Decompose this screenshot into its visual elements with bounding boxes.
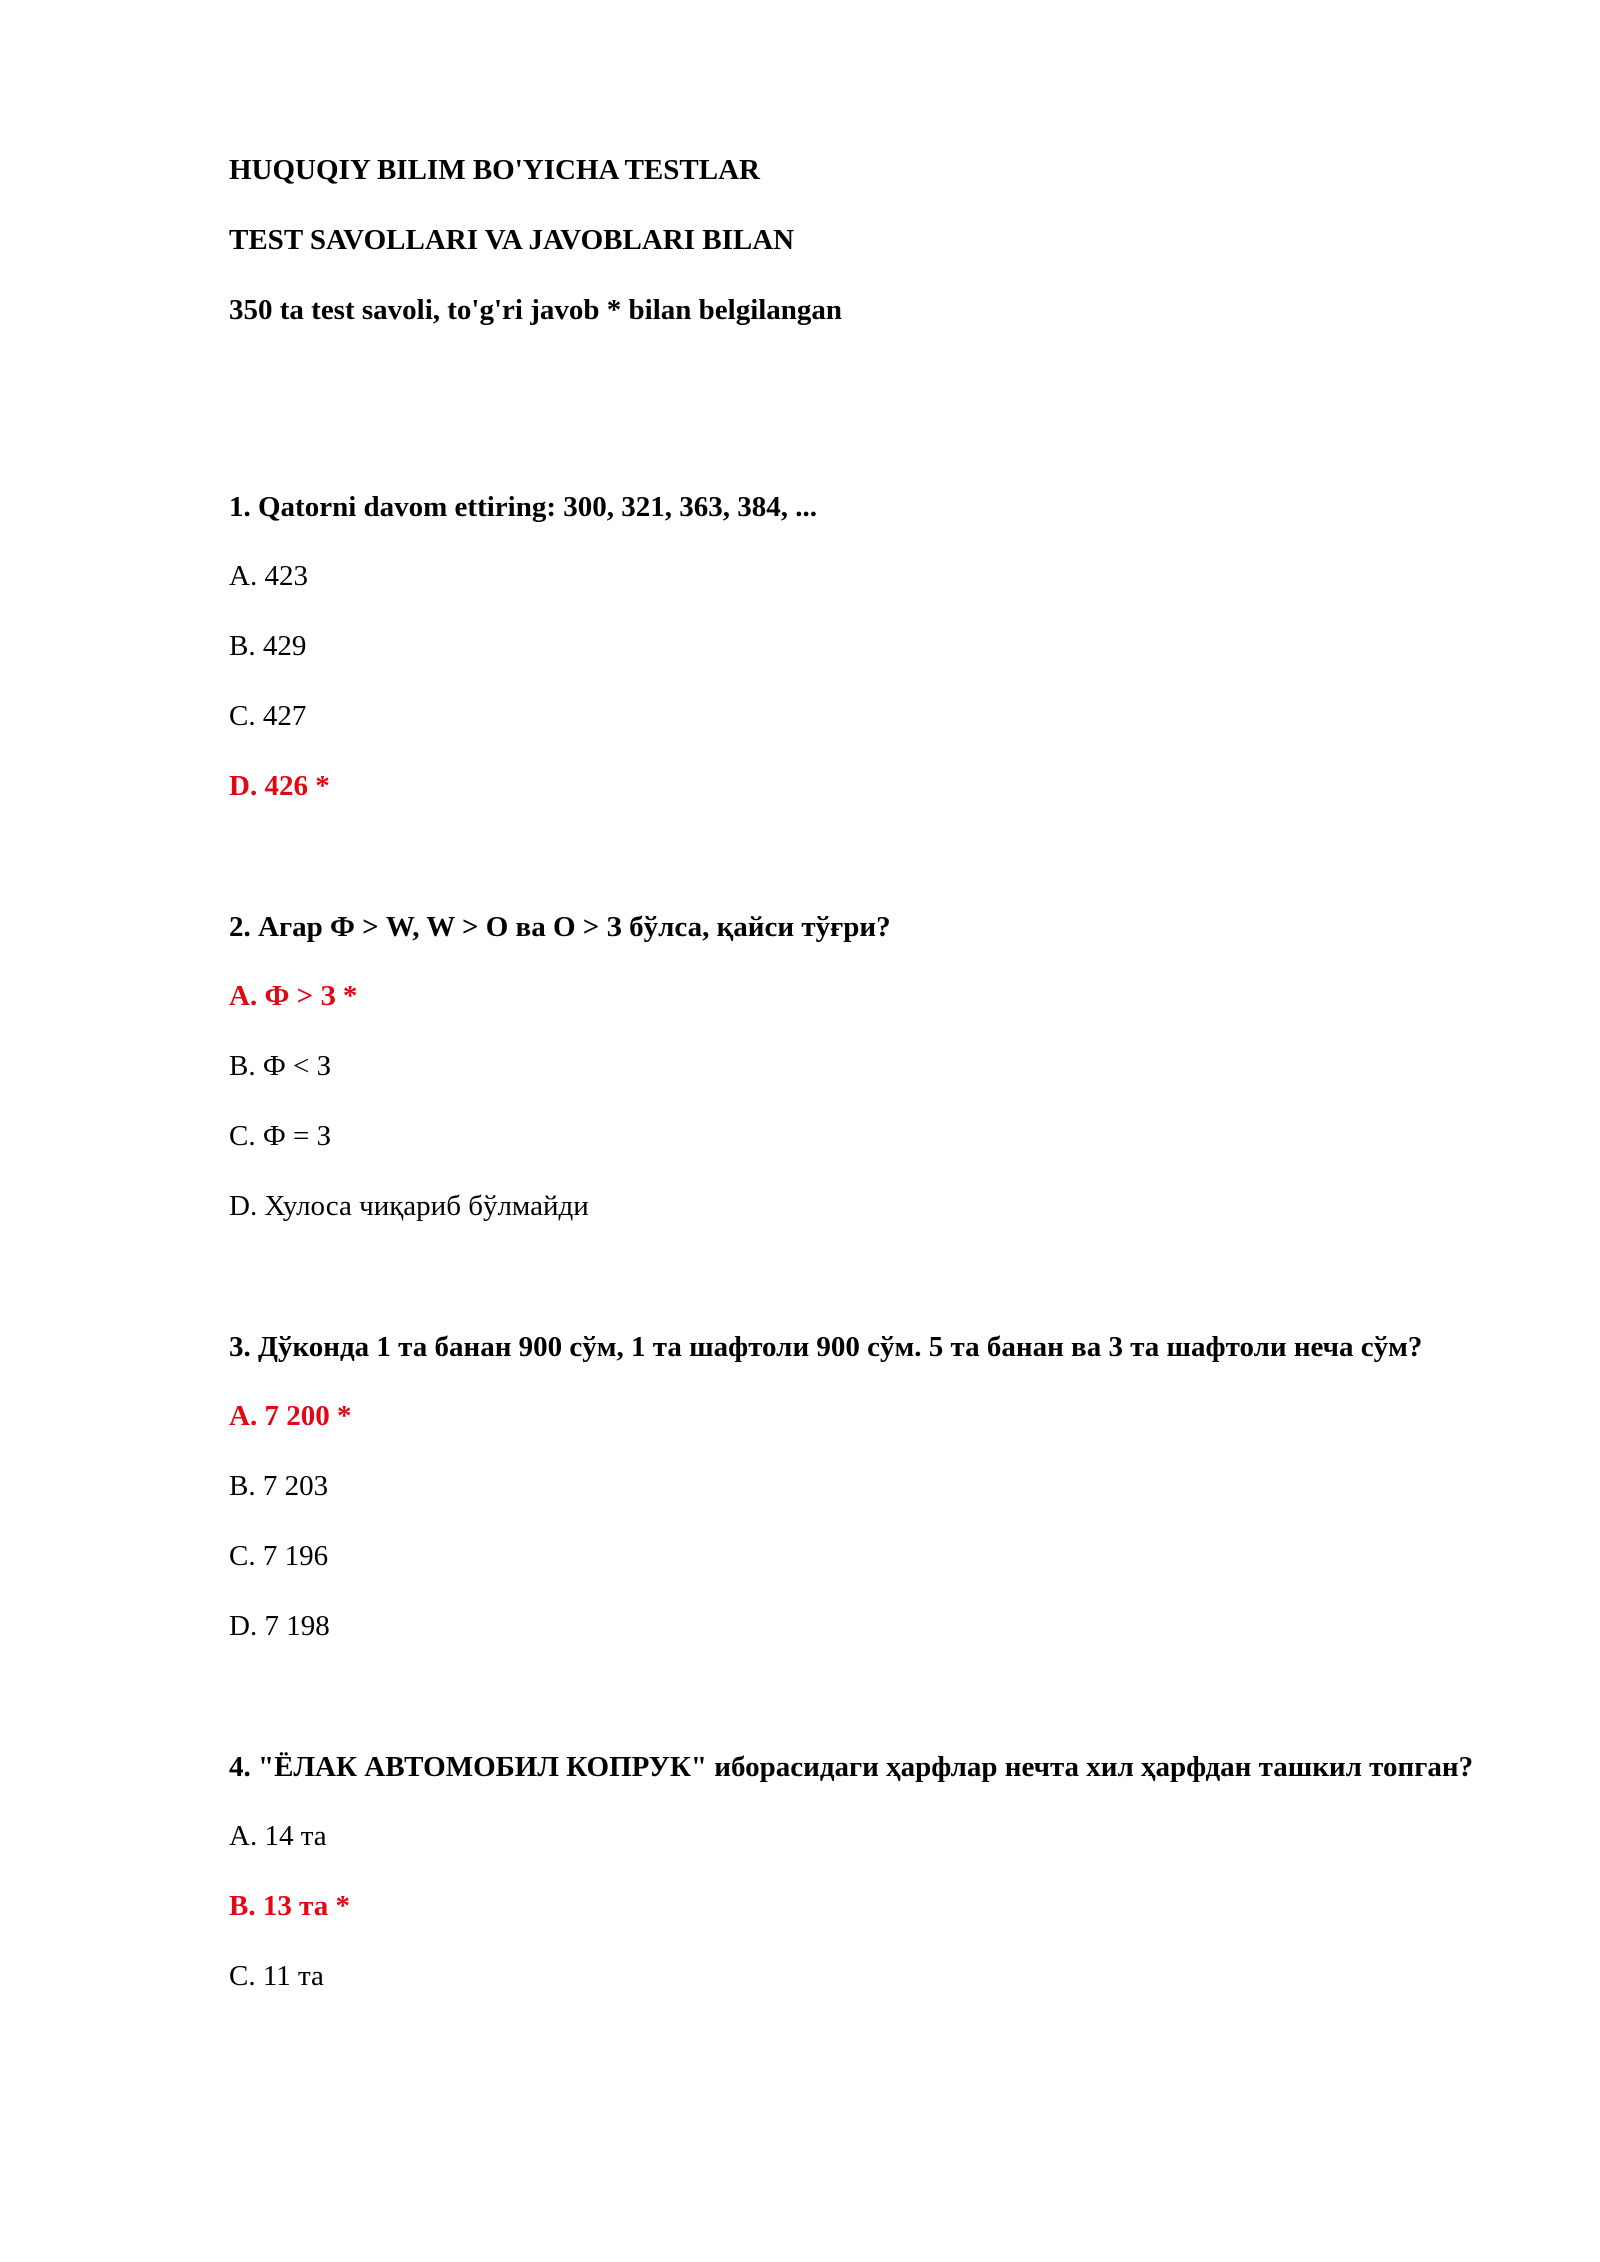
answer-option: C. 7 196 (229, 1540, 329, 1572)
answer-option: A. 14 та (229, 1820, 327, 1852)
question-text: 4. "ЁЛАК АВТОМОБИЛ КОПРУК" иборасидаги ҳарфлар нечта хил ҳарфдан ташкил топган? (229, 1751, 1474, 1783)
answer-option: B. 429 (229, 630, 307, 662)
document-subtitle: TEST SAVOLLARI VA JAVOBLARI BILAN (229, 224, 795, 256)
question-text: 3. Дўконда 1 та банан 900 сўм, 1 та шафтоли 900 сўм. 5 та банан ва 3 та шафтоли неча сўм? (229, 1331, 1423, 1363)
question-4 (229, 1746, 1489, 1996)
answer-option-correct: A. Ф > З * (229, 980, 358, 1012)
question-1 (229, 486, 1489, 806)
question-3 (229, 1326, 1489, 1646)
document-page (229, 150, 1489, 2096)
answer-option: D. Хулоса чиқариб бўлмайди (229, 1190, 589, 1222)
answer-option-correct: D. 426 * (229, 770, 330, 802)
question-text: 2. Агар Ф > W, W > О ва О > З бўлса, қайси тўғри? (229, 911, 891, 943)
answer-option-correct: A. 7 200 * (229, 1400, 352, 1432)
answer-option: C. 427 (229, 700, 307, 732)
header-spacer (229, 360, 1489, 486)
document-note: 350 ta test savoli, to'g'ri javob * bilan belgilangan (229, 294, 843, 326)
answer-option: B. 7 203 (229, 1470, 329, 1502)
answer-option: C. Ф = З (229, 1120, 332, 1152)
answer-option: B. Ф < З (229, 1050, 332, 1082)
answer-option: C. 11 та (229, 1960, 324, 1992)
answer-option: A. 423 (229, 560, 308, 592)
answer-option-correct: B. 13 та * (229, 1890, 350, 1922)
document-title: HUQUQIY BILIM BO'YICHA TESTLAR (229, 154, 760, 186)
question-2 (229, 906, 1489, 1226)
question-text: 1. Qatorni davom ettiring: 300, 321, 363, 384, ... (229, 491, 818, 523)
answer-option: D. 7 198 (229, 1610, 330, 1642)
